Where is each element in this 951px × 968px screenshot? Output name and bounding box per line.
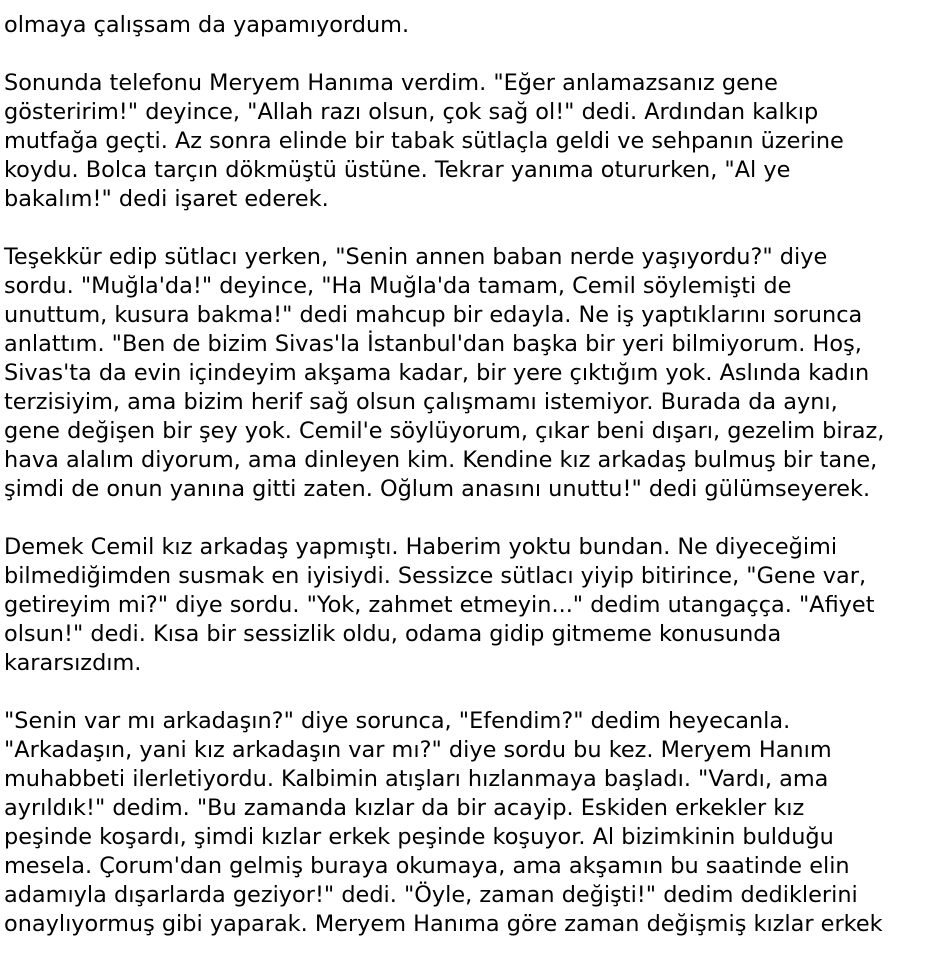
paragraph-3 <box>4 243 949 504</box>
text-line: terzisiyim, ama bizim herif sağ olsun çalışmamı istemiyor. Burada da aynı, <box>4 389 838 415</box>
text-line: Sonunda telefonu Meryem Hanıma verdim. "Eğer anlamazsanız gene <box>4 70 778 96</box>
text-line: kararsızdım. <box>4 650 142 676</box>
text-line: onaylıyormuş gibi yaparak. Meryem Hanıma göre zaman değişmiş kızlar erkek <box>4 911 883 937</box>
paragraph-5 <box>4 707 949 939</box>
text-line: adamıyla dışarlarda geziyor!" dedi. "Öyle, zaman değişti!" dedim dediklerini <box>4 882 858 908</box>
text-line: Teşekkür edip sütlacı yerken, "Senin annen baban nerde yaşıyordu?" diye <box>4 244 828 270</box>
text-line: gösteririm!" deyince, "Allah razı olsun, çok sağ ol!" dedi. Ardından kalkıp <box>4 99 819 125</box>
text-line: koydu. Bolca tarçın dökmüştü üstüne. Tekrar yanıma otururken, "Al ye <box>4 157 791 183</box>
text-line: Demek Cemil kız arkadaş yapmıştı. Haberim yoktu bundan. Ne diyeceğimi <box>4 534 838 560</box>
text-line: olsun!" dedi. Kısa bir sessizlik oldu, odama gidip gitmeme konusunda <box>4 621 782 647</box>
text-line: unuttum, kusura bakma!" dedi mahcup bir edayla. Ne iş yaptıklarını sorunca <box>4 302 863 328</box>
paragraph-2 <box>4 69 949 214</box>
text-line: gene değişen bir şey yok. Cemil'e söylüyorum, çıkar beni dışarı, gezelim biraz, <box>4 418 885 444</box>
text-line: bilmediğimden susmak en iyisiydi. Sessizce sütlacı yiyip bitirince, "Gene var, <box>4 563 867 589</box>
text-line: peşinde koşardı, şimdi kızlar erkek peşinde koşuyor. Al bizimkinin bulduğu <box>4 824 834 850</box>
text-line: sordu. "Muğla'da!" deyince, "Ha Muğla'da tamam, Cemil söylemişti de <box>4 273 792 299</box>
text-line: mesela. Çorum'dan gelmiş buraya okumaya, ama akşamın bu saatinde elin <box>4 853 850 879</box>
text-line: hava alalım diyorum, ama dinleyen kim. Kendine kız arkadaş bulmuş bir tane, <box>4 447 878 473</box>
text-line: getireyim mi?" diye sordu. "Yok, zahmet etmeyin..." dedim utangaçça. "Afiyet <box>4 592 875 618</box>
text-line: olmaya çalışsam da yapamıyordum. <box>4 12 410 38</box>
text-line: şimdi de onun yanına gitti zaten. Oğlum anasını unuttu!" dedi gülümseyerek. <box>4 476 871 502</box>
text-line <box>4 0 949 11</box>
document-page <box>4 0 949 968</box>
text-line: "Senin var mı arkadaşın?" diye sorunca, "Efendim?" dedim heyecanla. <box>4 708 791 734</box>
text-line: muhabbeti ilerletiyordu. Kalbimin atışları hızlanmaya başladı. "Vardı, ama <box>4 766 829 792</box>
text-line: mutfağa geçti. Az sonra elinde bir tabak sütlaçla geldi ve sehpanın üzerine <box>4 128 844 154</box>
text-line: Sivas'ta da evin içindeyim akşama kadar, bir yere çıktığım yok. Aslında kadın <box>4 360 870 386</box>
text-line: anlattım. "Ben de bizim Sivas'la İstanbul'dan başka bir yeri bilmiyorum. Hoş, <box>4 331 862 357</box>
paragraph-1 <box>4 0 949 40</box>
text-line: ayrıldık!" dedim. "Bu zamanda kızlar da bir acayip. Eskiden erkekler kız <box>4 795 805 821</box>
text-line: "Arkadaşın, yani kız arkadaşın var mı?" diye sordu bu kez. Meryem Hanım <box>4 737 832 763</box>
paragraph-4 <box>4 533 949 678</box>
text-line: bakalım!" dedi işaret ederek. <box>4 186 329 212</box>
